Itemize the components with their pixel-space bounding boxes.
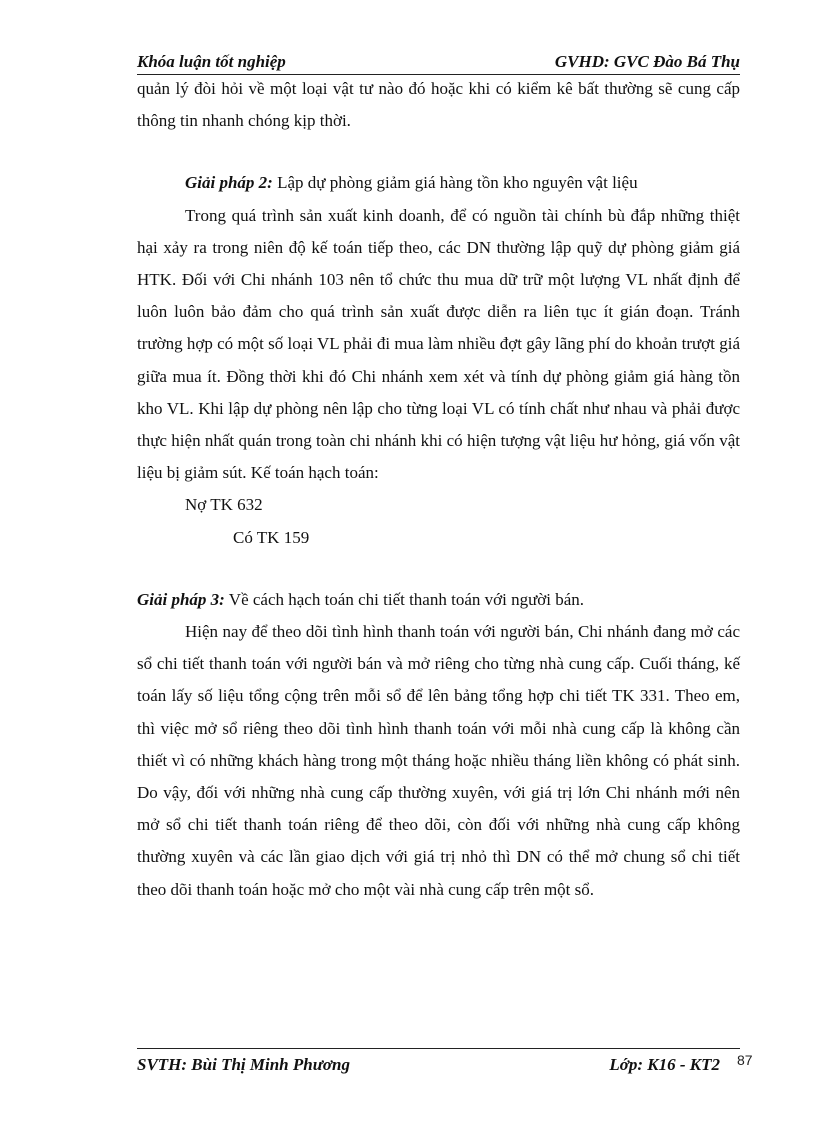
section-3-heading — [137, 584, 740, 616]
header-supervisor: GVHD: GVC Đào Bá Thụ — [554, 52, 740, 71]
journal-credit-entry: Có TK 159 — [233, 527, 310, 547]
section-3-paragraph: Hiện nay để theo dõi tình hình thanh toán với người bán, Chi nhánh đang mở các sổ chi tiết thanh toán với người bán và mở riêng cho từng nhà cung cấp. Cuối tháng, kế toán lấy số liệu tổng cộng trên mỗi sổ để lên bảng tổng hợp chi tiết TK 331. Theo em, thì việc mở sổ riêng theo dõi tình hình thanh toán với mỗi nhà cung cấp là không cần thiết vì có những khách hàng trong một tháng hoặc nhiều tháng liền không có phát sinh. Do vậy, đối với những nhà cung cấp thường xuyên, với giá trị lớn Chi nhánh mới nên mở sổ chi tiết thanh toán riêng để theo dõi, còn đối với những nhà cung cấp không thường xuyên và các lần giao dịch với giá trị nhỏ thì DN có thể mở chung sổ chi tiết theo dõi thanh toán hoặc mở cho một vài nhà cung cấp trên một sổ. — [137, 622, 740, 899]
section-3-label: Giải pháp 3: — [137, 589, 225, 609]
paragraph-continuation: quản lý đòi hỏi về một loại vật tư nào đó hoặc khi có kiểm kê bất thường sẽ cung cấp thông tin nhanh chóng kịp thời. — [137, 79, 740, 131]
page-footer — [137, 1048, 740, 1075]
spacer — [137, 137, 740, 167]
header-thesis-title: Khóa luận tốt nghiệp — [137, 52, 286, 71]
section-2-title: Lập dự phòng giảm giá hàng tồn kho nguyên vật liệu — [272, 173, 638, 193]
footer-class: Lớp: K16 - KT2 — [609, 1055, 720, 1074]
footer-student: SVTH: Bùi Thị Minh Phương — [137, 1055, 350, 1074]
document-body — [137, 73, 740, 906]
section-2-label: Giải pháp 2: — [185, 173, 273, 193]
section-2-heading — [137, 167, 740, 199]
section-3-title: Về cách hạch toán chi tiết thanh toán với người bán. — [224, 589, 585, 609]
page-header — [137, 50, 740, 75]
spacer — [137, 554, 740, 584]
journal-debit-entry: Nợ TK 632 — [185, 495, 263, 515]
section-2-paragraph: Trong quá trình sản xuất kinh doanh, để có nguồn tài chính bù đắp những thiệt hại xảy ra trong niên độ kế toán tiếp theo, các DN thường lập quỹ dự phòng giảm giá HTK. Đối với Chi nhánh 103 nên tổ chức thu mua dữ trữ một lượng VL nhất định để luôn luôn bảo đảm cho quá trình sản xuất được diễn ra liên tục ít gián đoạn. Tránh trường hợp có một số loại VL phải đi mua làm nhiều đợt gây lãng phí do khoản trượt giá giữa mua ít. Đồng thời khi đó Chi nhánh xem xét và tính dự phòng giảm giá hàng tồn kho VL. Khi lập dự phòng nên lập cho từng loại VL có tính chất như nhau và phải được thực hiện nhất quán trong toàn chi nhánh khi có hiện tượng vật liệu hư hỏng, giá vốn vật liệu bị giảm sút. Kế toán hạch toán: — [137, 205, 740, 483]
page-number: 87 — [737, 1052, 753, 1068]
